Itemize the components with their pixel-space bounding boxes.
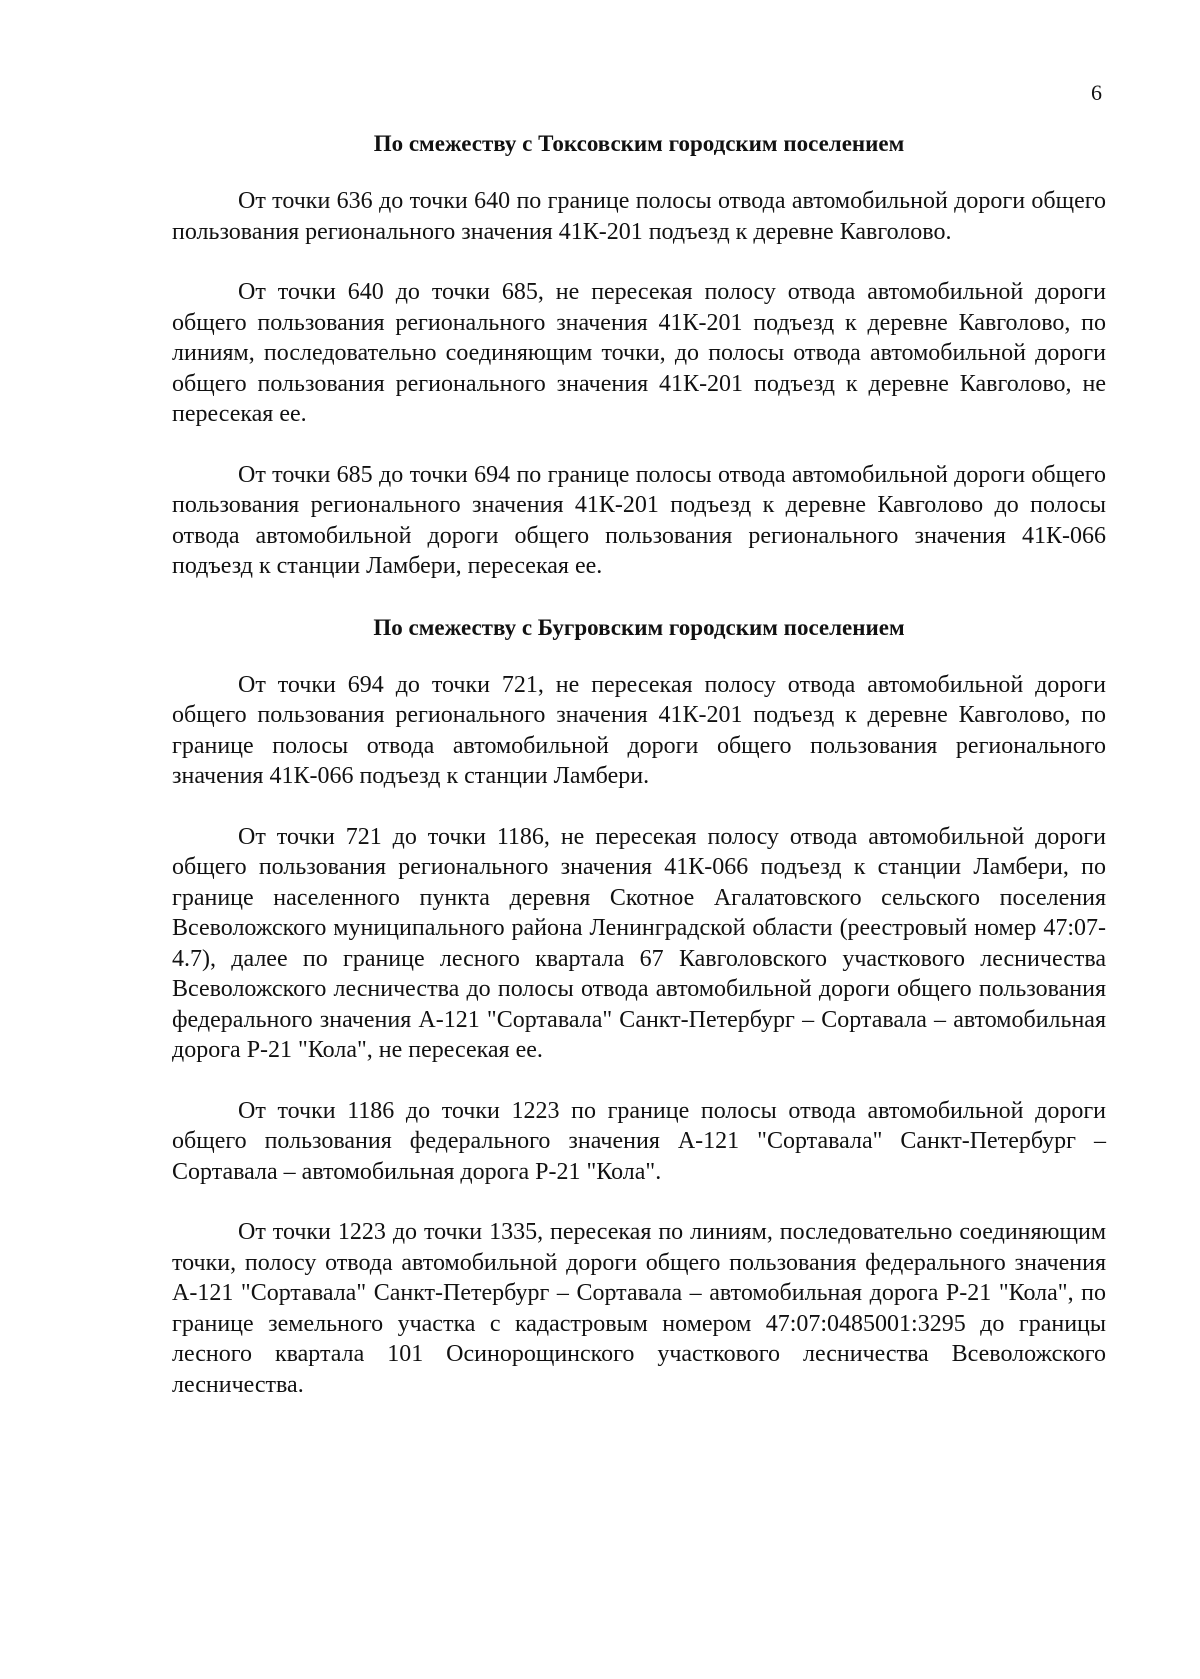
paragraph: От точки 721 до точки 1186, не пересекая полосу отвода автомобильной дороги общего пользования регионального значения 41К-066 подъезд к станции Ламбери, по границе населенного пункта деревня Скотное Агалатовского сельского поселения Всеволожского муниципального района Ленинградской области (реестровый номер 47:07-4.7), далее по границе лесного квартала 67 Кавголовского участкового лесничества Всеволожского лесничества до полосы отвода автомобильной дороги общего пользования федерального значения А-121 "Сортавала" Санкт-Петербург – Сортавала – автомобильная дорога Р-21 "Кола", не пересекая ее. xyxy=(172,823,1106,1063)
section-heading-bugry: По смежеству с Бугровским городским поселением xyxy=(373,614,905,640)
document-body xyxy=(172,128,1106,1400)
paragraph: От точки 636 до точки 640 по границе полосы отвода автомобильной дороги общего пользования регионального значения 41К-201 подъезд к деревне Кавголово. xyxy=(172,188,1106,245)
paragraph: От точки 1223 до точки 1335, пересекая по линиям, последовательно соединяющим точки, полосу отвода автомобильной дороги общего пользования федерального значения А-121 "Сортавала" Санкт-Петербург – Сортавала – автомобильная дорога Р-21 "Кола", по границе земельного участка с кадастровым номером 47:07:0485001:3295 до границы лесного квартала 101 Осинорощинского участкового лесничества Всеволожского лесничества. xyxy=(172,1219,1106,1398)
page-number: 6 xyxy=(1091,80,1102,105)
paragraph: От точки 694 до точки 721, не пересекая полосу отвода автомобильной дороги общего пользования регионального значения 41К-201 подъезд к деревне Кавголово, по границе полосы отвода автомобильной дороги общего пользования регионального значения 41К-066 подъезд к станции Ламбери. xyxy=(172,671,1106,789)
paragraph: От точки 685 до точки 694 по границе полосы отвода автомобильной дороги общего пользования регионального значения 41К-201 подъезд к деревне Кавголово до полосы отвода автомобильной дороги общего пользования регионального значения 41К-066 подъезд к станции Ламбери, пересекая ее. xyxy=(172,461,1106,579)
section-heading-toksovo: По смежеству с Токсовским городским поселением xyxy=(373,131,905,156)
paragraph: От точки 1186 до точки 1223 по границе полосы отвода автомобильной дороги общего пользования федерального значения А-121 "Сортавала" Санкт-Петербург – Сортавала – автомобильная дорога Р-21 "Кола". xyxy=(172,1097,1106,1185)
paragraph: От точки 640 до точки 685, не пересекая полосу отвода автомобильной дороги общего пользования регионального значения 41К-201 подъезд к деревне Кавголово, по линиям, последовательно соединяющим точки, до полосы отвода автомобильной дороги общего пользования регионального значения 41К-201 подъезд к деревне Кавголово, не пересекая ее. xyxy=(172,279,1106,427)
